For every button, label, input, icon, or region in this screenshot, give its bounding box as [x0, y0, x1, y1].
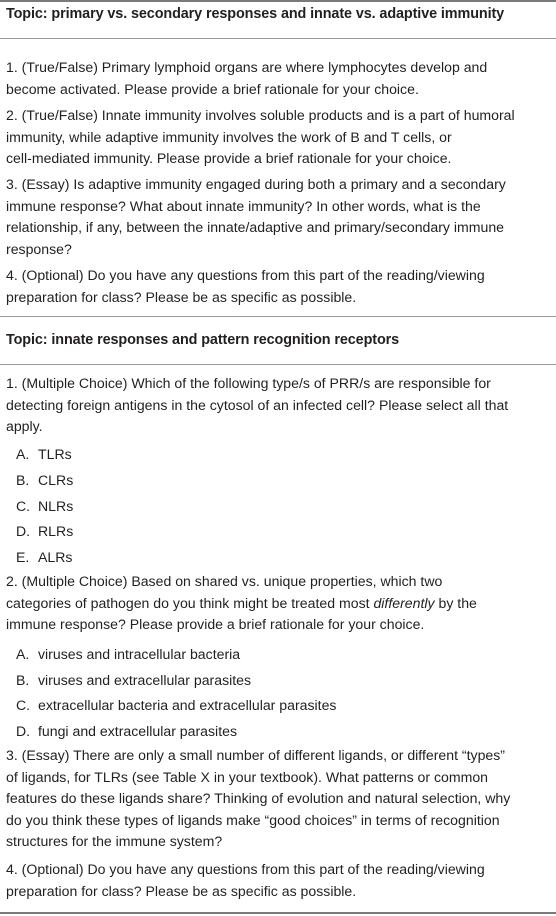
section-2-question-1 [6, 373, 550, 438]
question-line: immunity, while adaptive immunity involves the work of B and T cells, or [6, 128, 452, 145]
section-2-question-2 [6, 571, 550, 636]
bottom-rule [0, 912, 556, 914]
question-line: become activated. Please provide a brief rationale for your choice. [6, 80, 419, 97]
section-2-question-4 [6, 859, 550, 902]
option-letter: B. [16, 472, 30, 488]
question-line: 2. (Multiple Choice) Based on shared vs. unique properties, which two [6, 573, 443, 589]
option-text: CLRs [38, 472, 74, 488]
question-line: 1. (Multiple Choice) Which of the following type/s of PRR/s are responsible for [6, 375, 491, 391]
section-1-heading-divider [0, 38, 556, 39]
question-line: immune response? Please provide a brief rationale for your choice. [6, 616, 425, 632]
emphasis-text: differently [373, 594, 435, 611]
section-1-question-3 [6, 174, 550, 260]
section-divider [0, 316, 556, 317]
question-text: categories of pathogen do you think might be treated most [6, 594, 374, 611]
question-line: response? [6, 240, 72, 257]
question-line: 1. (True/False) Primary lymphoid organs are where lymphocytes develop and [6, 59, 488, 75]
option-letter: C. [16, 498, 31, 514]
section-2-topic-heading: Topic: innate responses and pattern recognition receptors [6, 332, 400, 348]
question-line: apply. [6, 418, 43, 434]
question-text: by the [434, 594, 477, 611]
q1-option-d [16, 522, 73, 540]
question-line [6, 593, 550, 615]
option-text: NLRs [38, 498, 74, 514]
question-line: 3. (Essay) There are only a small number of different ligands, or different “types” [6, 747, 505, 763]
option-text: RLRs [38, 523, 74, 539]
option-letter: D. [16, 523, 31, 539]
question-line: structures for the immune system? [6, 833, 223, 849]
option-text: ALRs [38, 549, 73, 565]
q2-option-b [16, 671, 251, 689]
question-line: do you think these types of ligands make “good choices” in terms of recognition [6, 811, 500, 828]
section-1-question-2 [6, 105, 550, 170]
question-line: 2. (True/False) Innate immunity involves soluble products and is a part of humoral [6, 107, 515, 123]
option-text: fungi and extracellular parasites [38, 723, 237, 739]
question-line: preparation for class? Please be as specific as possible. [6, 288, 357, 305]
option-letter: B. [16, 672, 30, 688]
question-line: 3. (Essay) Is adaptive immunity engaged during both a primary and a secondary [6, 176, 506, 192]
top-rule [0, 0, 556, 2]
q1-option-c [16, 497, 73, 515]
option-text: extracellular bacteria and extracellular parasites [38, 697, 337, 713]
question-line: detecting foreign antigens in the cytosol of an infected cell? Please select all that [6, 396, 509, 413]
q1-option-a [16, 445, 72, 463]
question-line: cell-mediated immunity. Please provide a brief rationale for your choice. [6, 150, 452, 166]
option-text: TLRs [38, 446, 72, 462]
question-line: preparation for class? Please be as specific as possible. [6, 882, 357, 899]
section-1-question-1 [6, 57, 550, 100]
section-1-topic-heading: Topic: primary vs. secondary responses and innate vs. adaptive immunity [6, 6, 505, 22]
section-1-question-4 [6, 265, 550, 308]
option-text: viruses and extracellular parasites [38, 672, 252, 688]
option-letter: D. [16, 723, 31, 739]
section-2-question-3 [6, 745, 550, 853]
option-letter: E. [16, 549, 30, 565]
question-line: relationship, if any, between the innate/adaptive and primary/secondary immune [6, 219, 505, 235]
q2-option-a [16, 645, 240, 663]
question-line: features do these ligands share? Thinking of evolution and natural selection, why [6, 790, 511, 806]
section-2-heading-divider [0, 364, 556, 365]
option-letter: A. [16, 446, 30, 462]
question-line: 4. (Optional) Do you have any questions from this part of the reading/viewing [6, 861, 485, 877]
q2-option-d [16, 722, 237, 740]
q1-option-e [16, 548, 72, 566]
question-line: of ligands, for TLRs (see Table X in your textbook). What patterns or common [6, 768, 489, 785]
option-letter: A. [16, 646, 30, 662]
option-letter: C. [16, 697, 31, 713]
question-line: immune response? What about innate immunity? In other words, what is the [6, 197, 481, 214]
q1-option-b [16, 471, 73, 489]
option-text: viruses and intracellular bacteria [38, 646, 241, 662]
q2-option-c [16, 696, 336, 714]
question-line: 4. (Optional) Do you have any questions from this part of the reading/viewing [6, 267, 485, 283]
